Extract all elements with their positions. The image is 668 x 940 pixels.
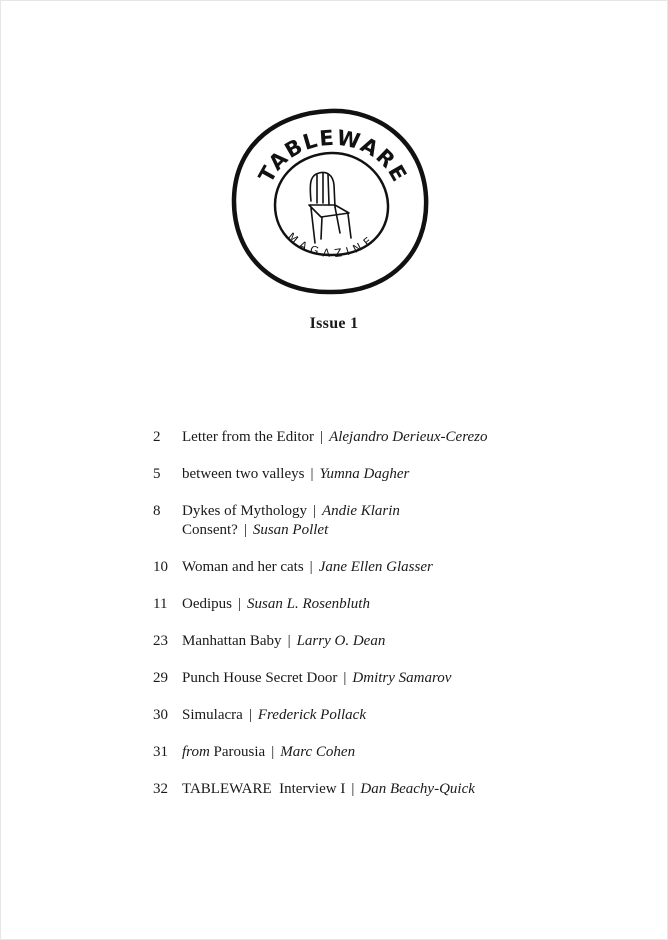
toc-separator: |	[320, 429, 324, 445]
toc-author: Susan L. Rosenbluth	[247, 596, 370, 612]
toc-page-number: 32	[153, 781, 168, 797]
toc-separator: |	[309, 559, 313, 575]
toc-line	[182, 428, 488, 447]
toc-page-number: 8	[153, 503, 161, 519]
toc-title: Letter from the Editor	[182, 429, 315, 445]
toc-line	[182, 521, 400, 540]
logo-top-text: TABLEWARE	[254, 125, 412, 187]
toc-title: Consent?	[182, 522, 238, 538]
toc-author: Alejandro Derieux-Cerezo	[329, 429, 488, 445]
toc-title: Dykes of Mythology	[182, 503, 307, 519]
toc-line	[182, 502, 400, 521]
toc-entry	[153, 743, 573, 762]
toc-page-number: 30	[153, 707, 168, 723]
toc-separator: |	[243, 522, 247, 538]
toc-page-number: 11	[153, 596, 168, 612]
toc-page-number: 2	[153, 429, 161, 445]
toc-separator: |	[310, 466, 314, 482]
toc-entry	[153, 465, 573, 484]
issue-title: Issue 1	[309, 315, 359, 332]
toc-title: Woman and her cats	[182, 559, 304, 575]
toc-title: Simulacra	[182, 707, 243, 723]
toc-entry	[153, 632, 573, 651]
toc-author: Dan Beachy-Quick	[360, 781, 475, 797]
toc-separator: |	[287, 633, 291, 649]
toc-author: Marc Cohen	[280, 744, 356, 760]
toc-separator: |	[248, 707, 252, 723]
toc-entry	[153, 502, 573, 540]
toc-separator: |	[343, 670, 347, 686]
toc-title: TABLEWARE Interview I	[182, 781, 346, 797]
toc-author: Yumna Dagher	[319, 466, 410, 482]
toc-line	[182, 558, 433, 577]
toc-separator: |	[238, 596, 242, 612]
toc-separator: |	[351, 781, 355, 797]
tableware-logo	[227, 105, 433, 297]
toc-page-number: 10	[153, 559, 168, 575]
toc-title: Punch House Secret Door	[182, 670, 338, 686]
toc-line	[182, 595, 370, 614]
toc-page-number: 31	[153, 744, 168, 760]
logo-bottom-text: MAGAZINE	[284, 230, 379, 261]
toc-title: Oedipus	[182, 596, 232, 612]
toc-page-number: 23	[153, 633, 168, 649]
toc-line	[182, 743, 355, 762]
chair-icon	[309, 173, 351, 244]
toc-entry	[153, 428, 573, 447]
toc-separator: |	[271, 744, 275, 760]
toc-entry	[153, 780, 573, 799]
toc-entry	[153, 706, 573, 725]
toc-entry	[153, 558, 573, 577]
toc-separator: |	[313, 503, 317, 519]
toc-author: Susan Pollet	[252, 522, 329, 538]
toc-entry	[153, 595, 573, 614]
toc-entry	[153, 669, 573, 688]
toc-author: Jane Ellen Glasser	[318, 559, 433, 575]
toc-title: Manhattan Baby	[182, 633, 282, 649]
toc-author: Larry O. Dean	[296, 633, 386, 649]
toc-title: between two valleys	[182, 466, 305, 482]
toc-title: Parousia	[213, 744, 266, 760]
toc-author: Andie Klarin	[322, 503, 400, 519]
toc-line	[182, 465, 409, 484]
toc-line	[182, 632, 385, 651]
toc-author: Dmitry Samarov	[352, 670, 452, 686]
toc-page-number: 29	[153, 670, 168, 686]
table-of-contents	[153, 428, 573, 817]
toc-line	[182, 780, 475, 799]
toc-prefix: from	[182, 744, 210, 760]
toc-line	[182, 706, 366, 725]
toc-page-number: 5	[153, 466, 161, 482]
toc-line	[182, 669, 451, 688]
toc-author: Frederick Pollack	[257, 707, 366, 723]
